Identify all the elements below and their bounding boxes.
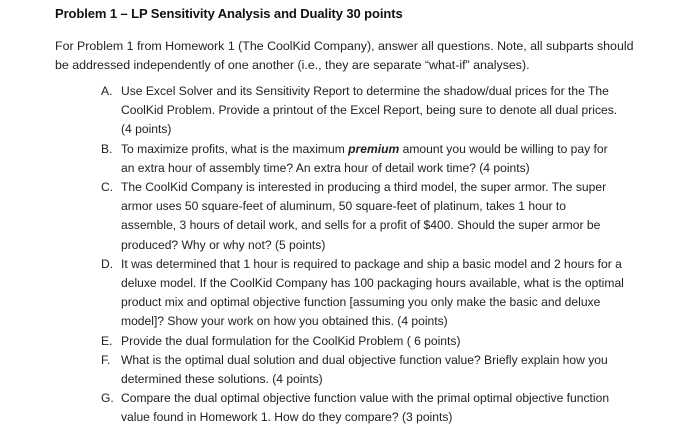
question-letter: C. bbox=[101, 180, 114, 195]
question-text bbox=[121, 140, 641, 178]
question-line bbox=[121, 140, 641, 159]
question-letter: B. bbox=[101, 141, 113, 156]
problem-intro bbox=[55, 37, 655, 75]
question-item-b bbox=[0, 140, 700, 178]
question-letter: E. bbox=[101, 333, 113, 348]
problem-title: Problem 1 – LP Sensitivity Analysis and Duality 30 points bbox=[55, 6, 403, 21]
question-line: product mix and optimal objective function [assuming you only make the basic and deluxe bbox=[121, 295, 601, 310]
question-line: assemble, 3 hours of detail work, and sells for a profit of $400. Should the super armor be bbox=[121, 218, 601, 233]
question-text bbox=[121, 332, 641, 351]
question-line: CoolKid Problem. Provide a printout of the Excel Report, being sure to denote all dual prices. bbox=[121, 103, 618, 118]
question-text bbox=[121, 389, 641, 427]
question-text bbox=[121, 82, 641, 140]
intro-line: For Problem 1 from Homework 1 (The CoolKid Company), answer all questions. Note, all subparts should bbox=[55, 39, 634, 53]
question-line: (4 points) bbox=[121, 122, 172, 137]
question-line: produced? Why or why not? (5 points) bbox=[121, 237, 326, 252]
question-line: It was determined that 1 hour is required to package and ship a basic model and 2 hours for a bbox=[121, 256, 622, 271]
question-line: Use Excel Solver and its Sensitivity Report to determine the shadow/dual prices for the The bbox=[121, 84, 609, 98]
question-line: model]? Show your work on how you obtained this. (4 points) bbox=[121, 314, 448, 329]
question-line: Provide the dual formulation for the CoolKid Problem ( 6 points) bbox=[121, 333, 461, 348]
question-text bbox=[121, 351, 641, 389]
question-item-c bbox=[0, 178, 700, 255]
question-list bbox=[0, 82, 700, 428]
question-letter: G. bbox=[101, 391, 114, 406]
question-text bbox=[121, 255, 641, 332]
question-text-segment: To maximize profits, what is the maximum bbox=[121, 141, 349, 156]
question-letter: F. bbox=[101, 352, 111, 367]
question-line: What is the optimal dual solution and dual objective function value? Briefly explain how you bbox=[121, 352, 608, 367]
question-line: value found in Homework 1. How do they compare? (3 points) bbox=[121, 410, 453, 425]
question-line: determined these solutions. (4 points) bbox=[121, 372, 323, 387]
question-line: Compare the dual optimal objective function value with the primal optimal objective function bbox=[121, 391, 610, 406]
question-line: an extra hour of assembly time? An extra hour of detail work time? (4 points) bbox=[121, 160, 530, 175]
question-line: The CoolKid Company is interested in producing a third model, the super armor. The super bbox=[121, 180, 607, 195]
question-letter: A. bbox=[101, 84, 113, 98]
question-text-segment: amount you would be willing to pay for bbox=[399, 141, 608, 156]
question-line: armor uses 50 square-feet of aluminum, 50 square-feet of platinum, takes 1 hour to bbox=[121, 199, 567, 214]
question-item-a bbox=[0, 82, 700, 140]
question-text bbox=[121, 178, 641, 255]
question-letter: D. bbox=[101, 256, 114, 271]
question-item-d bbox=[0, 255, 700, 332]
question-line: deluxe model. If the CoolKid Company has 100 packaging hours available, what is the optimal bbox=[121, 276, 624, 291]
question-item-g bbox=[0, 389, 700, 427]
intro-line: be addressed independently of one another (i.e., they are separate “what-if” analyses). bbox=[55, 58, 530, 72]
question-item-f bbox=[0, 351, 700, 389]
question-item-e bbox=[0, 332, 700, 351]
emphasized-word: premium bbox=[348, 141, 400, 156]
